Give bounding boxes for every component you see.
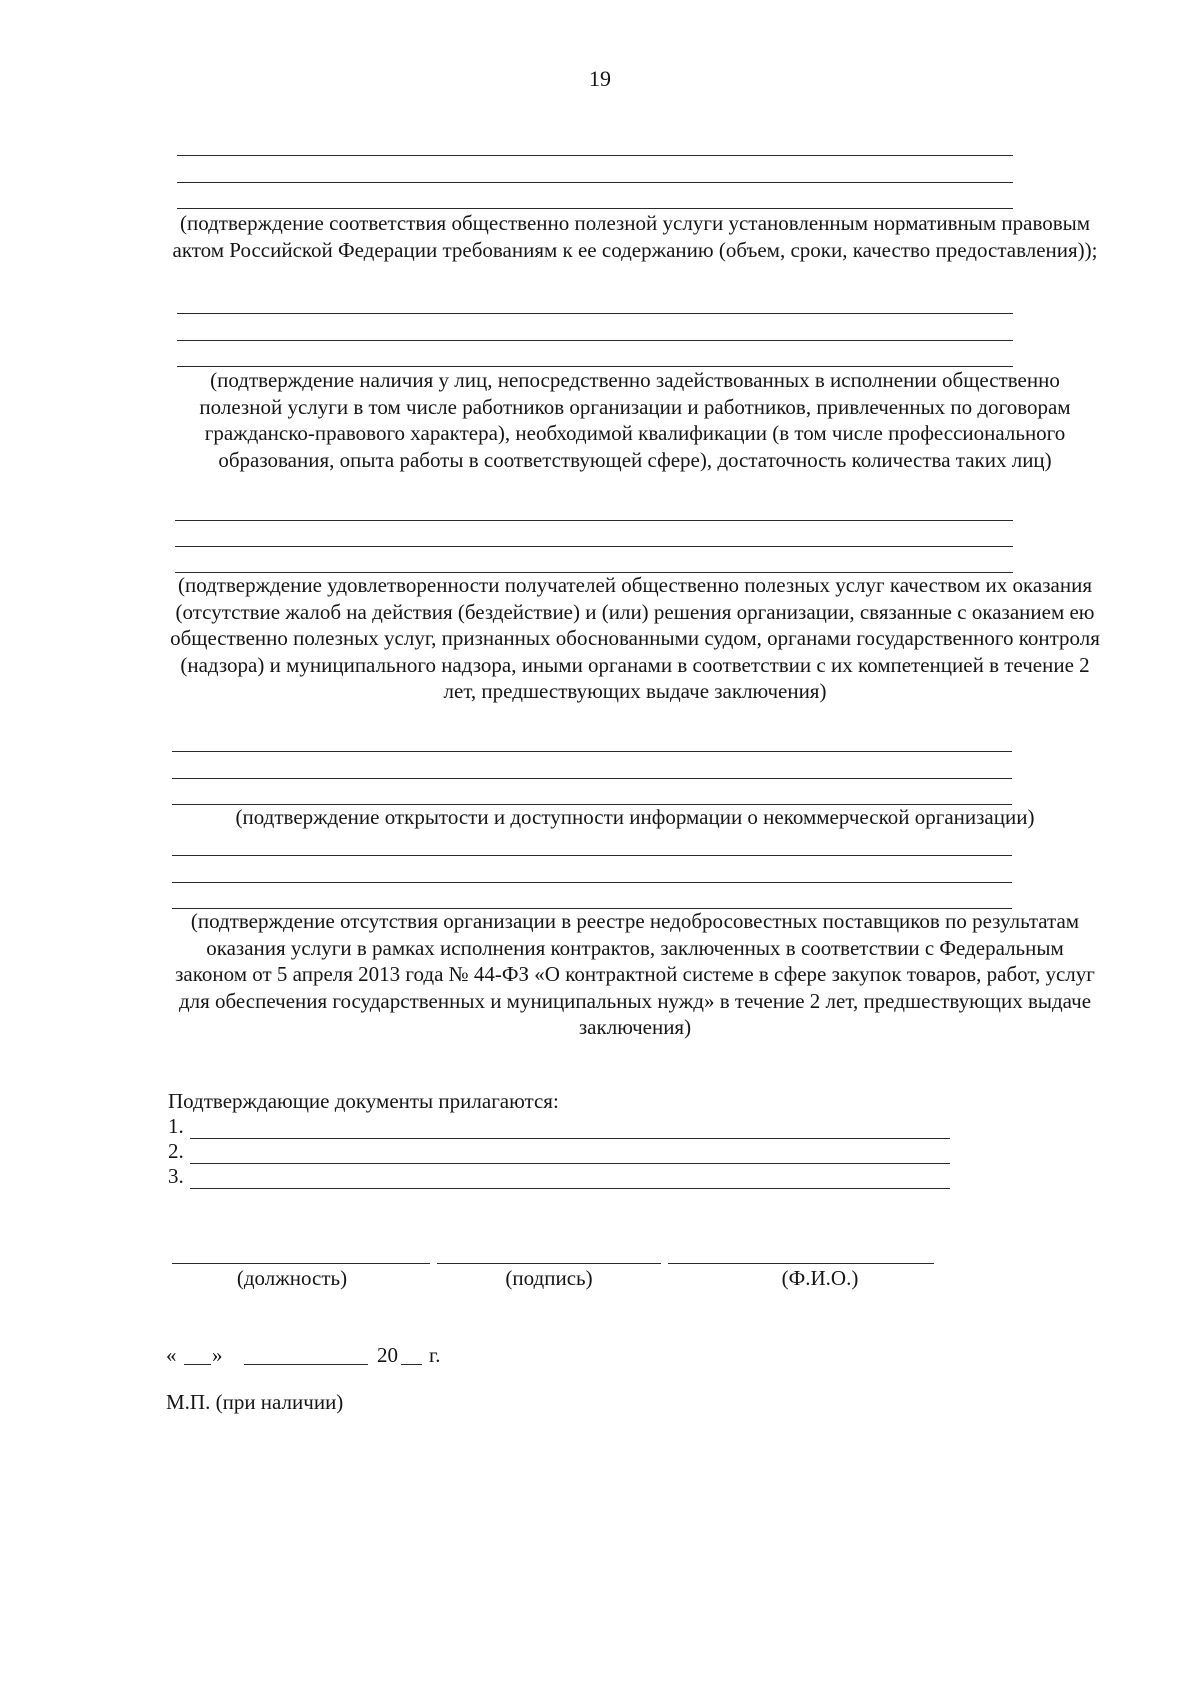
- date-close-quote: »: [212, 1343, 223, 1367]
- page-number: 19: [589, 66, 611, 91]
- fill-line[interactable]: [172, 855, 1012, 856]
- fill-line[interactable]: [177, 340, 1013, 341]
- signature-label: (подпись): [505, 1266, 593, 1290]
- caption-recipient-satisfaction: (подтверждение удовлетворенности получателей общественно полезных услуг качеством их оказания (отсутствие жалоб на действия (бездействие) и (или) решения организации, связанные с оказанием ею общественно полезных услуг, признанных обоснованными судом, органами государственного контроля (надзора) и муниципального надзора, иными органами в соответствии с их компетенцией в течение 2 лет, предшествующих выдаче заключения): [170, 573, 1100, 703]
- name-line[interactable]: [668, 1263, 934, 1264]
- date-open-quote: «: [166, 1343, 177, 1367]
- name-label: (Ф.И.О.): [781, 1266, 859, 1290]
- caption-information-openness: (подтверждение открытости и доступности информации о некоммерческой организации): [235, 805, 1035, 829]
- attachment-number: 2.: [168, 1139, 184, 1163]
- date-year-line[interactable]: [401, 1364, 422, 1365]
- date-year-suffix: г.: [429, 1343, 441, 1367]
- date-day-line[interactable]: [184, 1364, 211, 1365]
- fill-line[interactable]: [177, 182, 1013, 183]
- attachment-line[interactable]: [190, 1138, 950, 1139]
- caption-staff-qualification: (подтверждение наличия у лиц, непосредственно задействованных в исполнении общественно полезной услуги в том числе работников организации и работников, привлеченных по договорам гражданско-правового характера), необходимой квалификации (в том числе профессионального образования, опыта работы в соответствующей сфере), достаточность количества таких лиц): [199, 368, 1071, 472]
- position-label: (должность): [236, 1266, 348, 1290]
- attachment-line[interactable]: [190, 1188, 950, 1189]
- fill-line[interactable]: [172, 882, 1012, 883]
- caption-service-compliance: (подтверждение соответствия общественно полезной услуги установленным нормативным правовым актом Российской Федерации требованиям к ее содержанию (объем, сроки, качество предоставления));: [172, 211, 1098, 262]
- caption-unfair-suppliers-register: (подтверждение отсутствия организации в реестре недобросовестных поставщиков по результатам оказания услуги в рамках исполнения контрактов, заключенных в соответствии с Федеральным законом от 5 апреля 2013 года № 44-ФЗ «О контрактной системе в сфере закупок товаров, работ, услуг для обеспечения государственных и муниципальных нужд» в течение 2 лет, предшествующих выдаче заключения): [175, 909, 1095, 1039]
- fill-line[interactable]: [177, 313, 1013, 314]
- fill-line[interactable]: [177, 208, 1013, 209]
- attachment-number: 3.: [168, 1164, 184, 1188]
- date-month-line[interactable]: [244, 1364, 368, 1365]
- signature-line[interactable]: [437, 1263, 661, 1264]
- attachments-heading: Подтверждающие документы прилагаются:: [168, 1089, 559, 1113]
- fill-line[interactable]: [172, 751, 1012, 752]
- fill-line[interactable]: [177, 155, 1013, 156]
- position-line[interactable]: [172, 1263, 430, 1264]
- attachment-number: 1.: [168, 1114, 184, 1138]
- fill-line[interactable]: [172, 778, 1012, 779]
- date-year-prefix: 20: [377, 1343, 398, 1367]
- stamp-label: М.П. (при наличии): [166, 1390, 344, 1414]
- fill-line[interactable]: [175, 546, 1013, 547]
- attachment-line[interactable]: [190, 1163, 950, 1164]
- fill-line[interactable]: [175, 520, 1013, 521]
